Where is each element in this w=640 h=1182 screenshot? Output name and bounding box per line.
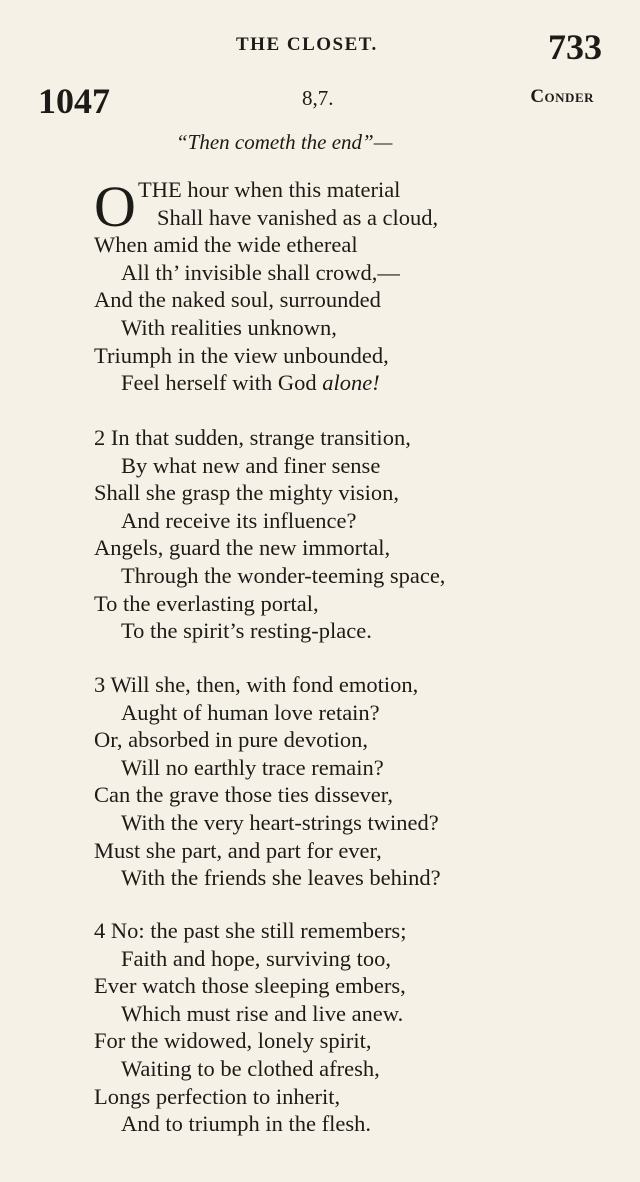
stanza-line: Shall have vanished as a cloud,	[157, 204, 439, 230]
stanza-line: Which must rise and live anew.	[121, 1000, 404, 1026]
stanza-line: Or, absorbed in pure devotion,	[94, 727, 369, 753]
page-number: 733	[548, 27, 602, 67]
stanza-line: All th’ invisible shall crowd,—	[121, 259, 400, 285]
stanza-line: Will no earthly trace remain?	[121, 754, 384, 780]
stanza-line: Waiting to be clothed afresh,	[121, 1055, 380, 1081]
stanza-line: With realities unknown,	[121, 314, 337, 340]
stanza-line-text: Feel herself with God	[121, 370, 317, 396]
stanza-line: Aught of human love retain?	[121, 699, 380, 725]
hymn-number: 1047	[38, 81, 110, 121]
stanza-2	[94, 424, 445, 645]
stanza-3	[94, 671, 441, 892]
stanza-line: To the everlasting portal,	[94, 590, 319, 616]
stanza-line: And receive its influence?	[121, 507, 357, 533]
stanza-line: 3 Will she, then, with fond emotion,	[94, 672, 419, 697]
hymn-epigraph: “Then cometh the end”—	[176, 130, 393, 154]
running-head: THE CLOSET.	[236, 34, 378, 55]
stanza-line: THE hour when this material	[138, 177, 401, 202]
stanza-line: Angels, guard the new immortal,	[94, 535, 391, 561]
hymn-meter: 8,7.	[302, 86, 334, 110]
stanza-line: By what new and finer sense	[121, 452, 381, 478]
stanza-line: Faith and hope, surviving too,	[121, 945, 391, 971]
stanza-line	[94, 369, 438, 397]
stanza-line: Longs perfection to inherit,	[94, 1083, 341, 1109]
stanza-line: 4 No: the past she still remembers;	[94, 918, 407, 943]
stanza-line: Must she part, and part for ever,	[94, 837, 382, 863]
stanza-line: With the friends she leaves behind?	[121, 865, 441, 891]
stanza-line: With the very heart-strings twined?	[121, 809, 439, 835]
stanza-line: Ever watch those sleeping embers,	[94, 973, 406, 999]
stanza-line: Through the wonder-teeming space,	[121, 562, 446, 588]
stanza-line: And the naked soul, surrounded	[94, 287, 381, 313]
stanza-line-emphasis: alone!	[322, 370, 380, 396]
stanza-line: Can the grave those ties dissever,	[94, 782, 394, 808]
hymn-author: Conder	[530, 86, 594, 107]
stanza-1	[94, 176, 438, 397]
stanza-line: Shall she grasp the mighty vision,	[94, 480, 399, 506]
stanza-line: And to triumph in the flesh.	[121, 1111, 371, 1137]
stanza-line: To the spirit’s resting-place.	[121, 618, 372, 644]
stanza-line: Triumph in the view unbounded,	[94, 342, 389, 368]
stanza-4	[94, 917, 406, 1138]
stanza-line: 2 In that sudden, strange transition,	[94, 425, 411, 450]
stanza-line: When amid the wide ethereal	[94, 232, 358, 258]
drop-cap: O	[94, 174, 136, 239]
stanza-line: For the widowed, lonely spirit,	[94, 1028, 372, 1054]
